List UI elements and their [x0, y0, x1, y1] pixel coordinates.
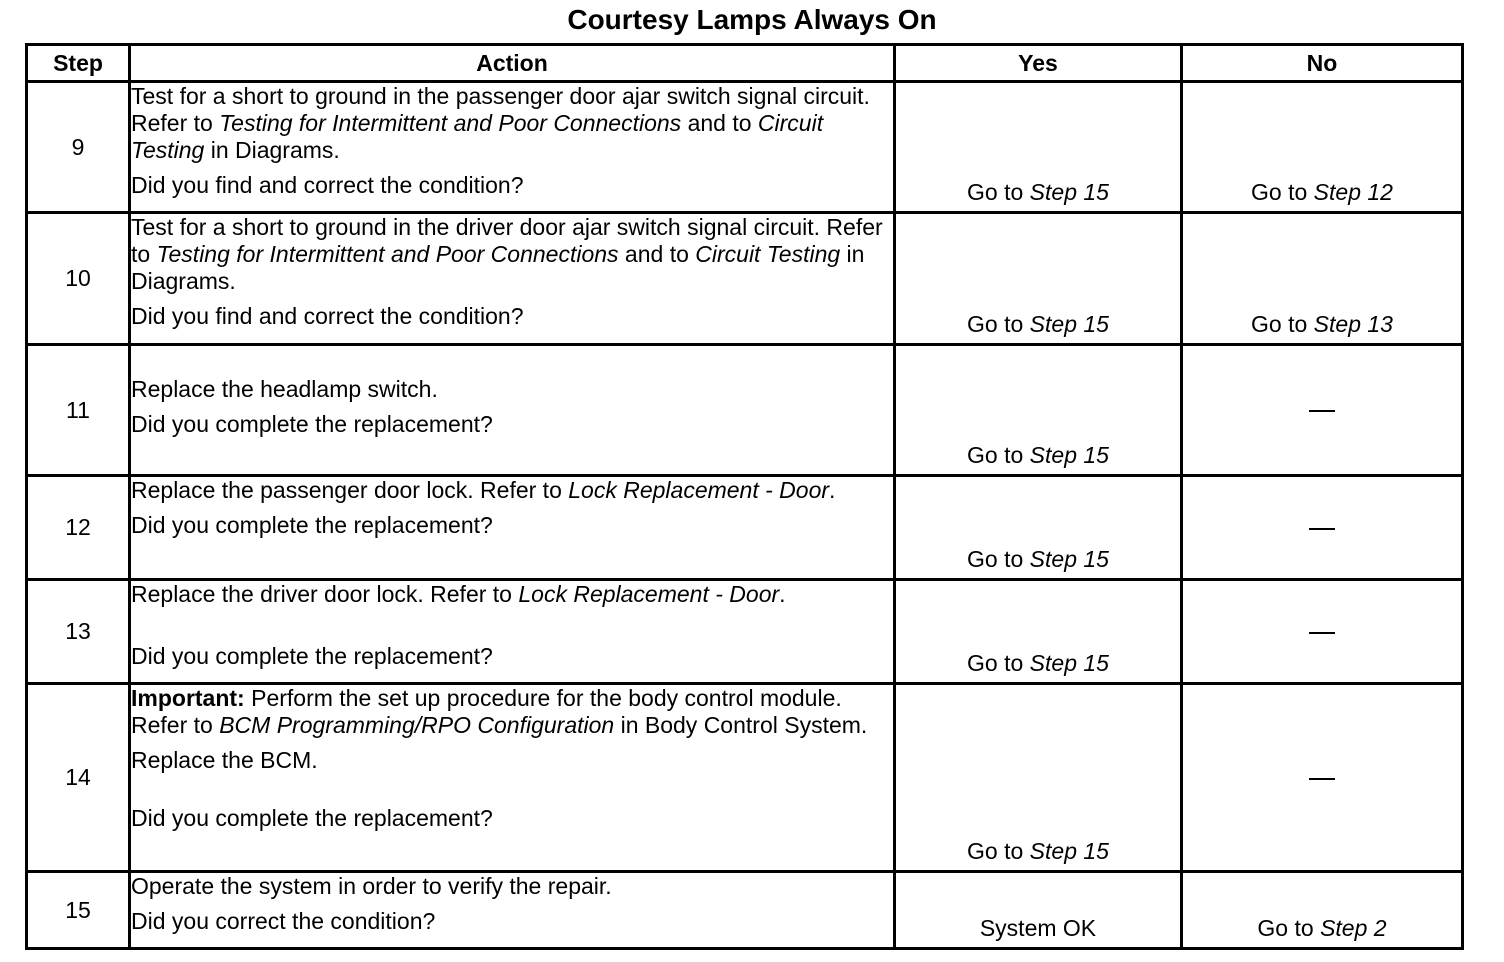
yes-cell: Go to Step 15 — [895, 476, 1182, 580]
dash-mark — [1309, 528, 1335, 530]
header-no: No — [1182, 45, 1463, 82]
action-text: Replace the passenger door lock. Refer to Lock Replacement - Door. — [131, 477, 836, 503]
header-step: Step — [27, 45, 130, 82]
no-cell: Go to Step 2 — [1182, 872, 1463, 949]
page-title: Courtesy Lamps Always On — [567, 4, 937, 35]
step-number: 12 — [27, 476, 130, 580]
yes-cell: Go to Step 15 — [895, 82, 1182, 213]
step-number: 13 — [27, 580, 130, 684]
yes-cell: System OK — [895, 872, 1182, 949]
reference-link[interactable]: Lock Replacement - Door — [568, 477, 830, 503]
action-question: Did you correct the condition? — [131, 908, 436, 934]
table-row — [27, 213, 1463, 345]
step-link[interactable]: Step 15 — [1029, 838, 1109, 864]
action-cell — [130, 684, 895, 872]
header-yes: Yes — [895, 45, 1182, 82]
action-cell — [130, 213, 895, 345]
step-link[interactable]: Step 2 — [1320, 915, 1387, 941]
action-question: Did you find and correct the condition? — [131, 303, 524, 329]
header-action: Action — [130, 45, 895, 82]
action-question: Did you complete the replacement? — [131, 411, 493, 437]
action-cell — [130, 82, 895, 213]
table-row — [27, 345, 1463, 476]
action-question: Did you complete the replacement? — [131, 805, 493, 831]
yes-cell: Go to Step 15 — [895, 213, 1182, 345]
action-cell — [130, 872, 895, 949]
reference-link[interactable]: Testing for Intermittent and Poor Connections — [219, 110, 682, 136]
table-row — [27, 872, 1463, 949]
action-text: Replace the BCM. — [131, 747, 318, 773]
no-cell: Go to Step 13 — [1182, 213, 1463, 345]
step-number: 11 — [27, 345, 130, 476]
action-text: Operate the system in order to verify the repair. — [131, 873, 612, 899]
action-cell — [130, 580, 895, 684]
action-text: Test for a short to ground in the driver door ajar switch signal circuit. Refer to Testing for Intermittent and Poor Connections and to Circuit Testing in Diagrams. — [131, 214, 883, 294]
action-question: Did you find and correct the condition? — [131, 172, 524, 198]
action-text: Replace the driver door lock. Refer to Lock Replacement - Door. — [131, 581, 786, 607]
header-row — [27, 45, 1463, 82]
step-link[interactable]: Step 15 — [1029, 179, 1109, 205]
no-cell — [1182, 580, 1463, 684]
yes-cell: Go to Step 15 — [895, 684, 1182, 872]
yes-cell: Go to Step 15 — [895, 580, 1182, 684]
step-number: 14 — [27, 684, 130, 872]
reference-link[interactable]: BCM Programming/RPO Configuration — [219, 712, 615, 738]
dash-mark — [1309, 410, 1335, 412]
step-link[interactable]: Step 15 — [1029, 546, 1109, 572]
step-link[interactable]: Step 15 — [1029, 442, 1109, 468]
action-question: Did you complete the replacement? — [131, 643, 493, 669]
dash-mark — [1309, 778, 1335, 780]
step-link[interactable]: Step 12 — [1313, 179, 1393, 205]
action-text: Test for a short to ground in the passenger door ajar switch signal circuit. Refer to Testing for Intermittent and Poor Connections and to Circuit Testing in Diagrams. — [131, 83, 870, 163]
table-row — [27, 580, 1463, 684]
step-number: 15 — [27, 872, 130, 949]
yes-cell: Go to Step 15 — [895, 345, 1182, 476]
important-label: Important: — [131, 685, 245, 711]
reference-link[interactable]: Circuit Testing — [695, 241, 841, 267]
action-question: Did you complete the replacement? — [131, 512, 493, 538]
table-row — [27, 476, 1463, 580]
no-cell: Go to Step 12 — [1182, 82, 1463, 213]
table-row — [27, 82, 1463, 213]
reference-link[interactable]: Lock Replacement - Door — [518, 581, 780, 607]
action-text: Replace the headlamp switch. — [131, 376, 438, 402]
reference-link[interactable]: Circuit Testing — [131, 110, 824, 163]
step-number: 9 — [27, 82, 130, 213]
action-text: Important: Perform the set up procedure for the body control module. Refer to BCM Programming/RPO Configuration in Body Control System. — [131, 685, 868, 738]
diagnostic-table — [25, 43, 1464, 950]
no-cell — [1182, 684, 1463, 872]
step-link[interactable]: Step 15 — [1029, 650, 1109, 676]
no-cell — [1182, 476, 1463, 580]
no-cell — [1182, 345, 1463, 476]
action-cell — [130, 345, 895, 476]
step-link[interactable]: Step 13 — [1313, 311, 1393, 337]
action-cell — [130, 476, 895, 580]
step-link[interactable]: Step 15 — [1029, 311, 1109, 337]
reference-link[interactable]: Testing for Intermittent and Poor Connections — [156, 241, 619, 267]
step-number: 10 — [27, 213, 130, 345]
dash-mark — [1309, 632, 1335, 634]
table-row — [27, 684, 1463, 872]
